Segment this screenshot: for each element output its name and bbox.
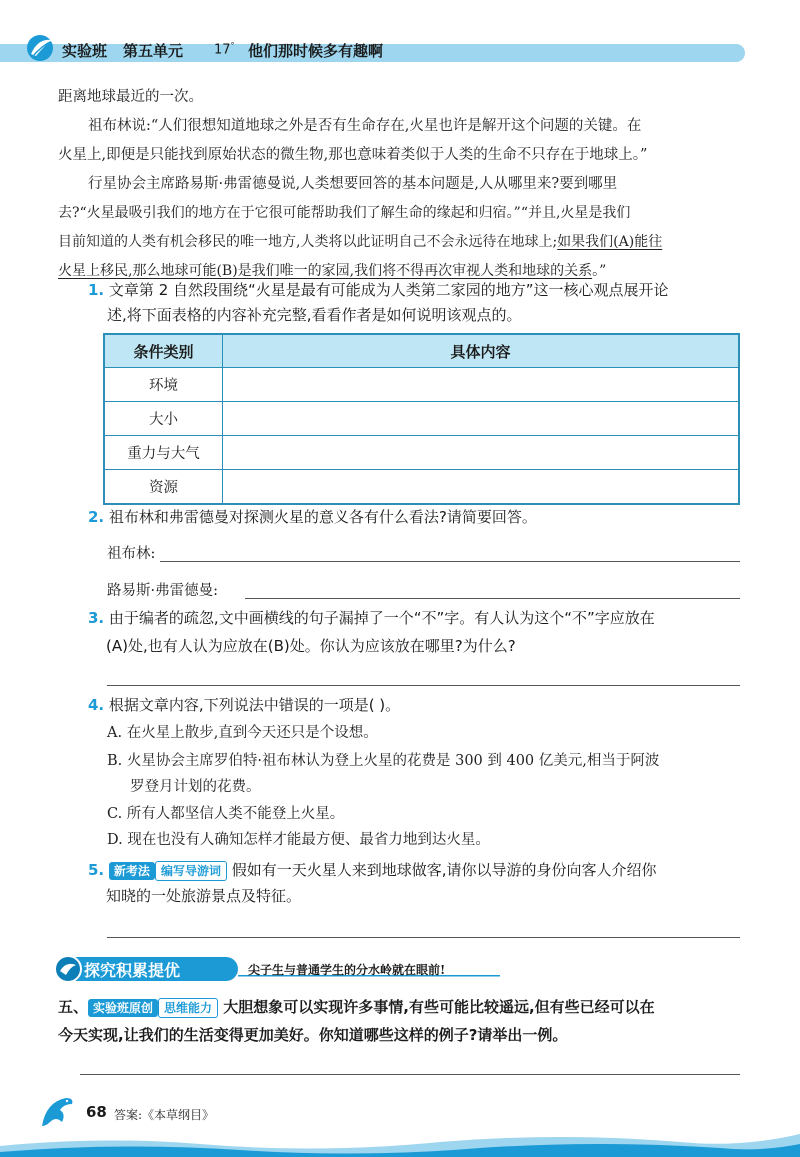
passage-line: 距离地球最近的一次。: [58, 89, 203, 105]
passage-line: 火星上,即便是只能找到原始状态的微生物,那也意味着类似于人类的生命不只存在于地球上。”: [58, 147, 648, 163]
passage-line: 去?“火星最吸引我们的地方在于它很可能帮助我们了解生命的缘起和归宿。”“并且,火星是我们: [58, 205, 631, 221]
table-row: [104, 402, 739, 436]
option-a[interactable]: A. 在火星上散步,直到今天还只是个设想。: [107, 725, 378, 741]
table-row: [104, 436, 739, 470]
passage-line: 火星上移民,那么地球可能(B)是我们唯一的家园,我们将不得再次审视人类和地球的关系。”: [58, 263, 607, 279]
passage-line: 目前知道的人类有机会移民的唯一地方,人类将以此证明自己不会永远待在地球上;如果我们(A)能往: [58, 234, 663, 250]
option-b-cont: 罗登月计划的花费。: [130, 779, 261, 795]
question-2: 2. 祖布林和弗雷德曼对探测火星的意义各有什么看法?请简要回答。: [88, 508, 537, 526]
question-3-cont: (A)处,也有人认为应放在(B)处。你认为应该放在哪里?为什么?: [106, 637, 516, 655]
header-unit: 第五单元: [123, 42, 184, 60]
answer-line[interactable]: [160, 561, 740, 562]
question-5-cont: 知晓的一处旅游景点及特征。: [106, 887, 302, 905]
table-header-row: [104, 334, 739, 368]
answer-line[interactable]: [245, 598, 740, 599]
tour-guide-tag: 编写导游词: [155, 861, 227, 881]
underlined-sentence: 火星上移民,那么地球可能(B)是我们唯一的家园,我们将不得再次审视人类和地球的关系: [58, 263, 593, 279]
thinking-tag: 思维能力: [158, 998, 218, 1018]
table-row: [104, 368, 739, 402]
section-title: 探究积累提优: [84, 961, 181, 980]
question-4: 4. 根据文章内容,下列说法中错误的一项是( )。: [88, 696, 401, 714]
original-tag: 实验班原创: [88, 999, 158, 1017]
fill-table: [103, 333, 740, 505]
header-brand: 实验班: [62, 42, 108, 60]
option-b[interactable]: B. 火星协会主席罗伯特·祖布林认为登上火星的花费是 300 到 400 亿美元,相当于阿波: [107, 753, 660, 769]
option-d[interactable]: D. 现在也没有人确知怎样才能最方便、最省力地到达火星。: [107, 832, 490, 848]
table-cell-category: 环境: [104, 368, 223, 402]
table-cell-category: 大小: [104, 402, 223, 436]
answer-label-friedman: 路易斯·弗雷德曼:: [107, 583, 218, 599]
page-number: 68: [86, 1103, 107, 1121]
answer-line[interactable]: [107, 685, 740, 686]
table-cell-answer[interactable]: [223, 368, 740, 402]
question-5: 5. 新考法 编写导游词 假如有一天火星人来到地球做客,请你以导游的身份向客人介绍你: [88, 861, 657, 879]
answer-line[interactable]: [107, 937, 740, 938]
question-five-cont: 今天实现,让我们的生活变得更加美好。你知道哪些这样的例子?请举出一例。: [58, 1026, 568, 1044]
table-row: [104, 470, 739, 505]
table-header: 具体内容: [223, 334, 740, 368]
header-lesson-number: 17°: [214, 41, 235, 58]
question-3: 3. 由于编者的疏忽,文中画横线的句子漏掉了一个“不”字。有人认为这个“不”字应放在: [88, 609, 655, 627]
footer-wave: [0, 1128, 800, 1157]
leaf-logo-icon: [24, 34, 58, 62]
passage-line: 祖布林说:“人们很想知道地球之外是否有生命存在,火星也许是解开这个问题的关键。在: [88, 118, 642, 134]
table-cell-category: 重力与大气: [104, 436, 223, 470]
answer-line[interactable]: [80, 1074, 740, 1075]
header-lesson-title: 他们那时候多有趣啊: [248, 42, 384, 60]
table-cell-category: 资源: [104, 470, 223, 505]
question-five: 五、 实验班原创 思维能力 大胆想象可以实现许多事情,有些可能比较遥远,但有些已经可以在: [58, 998, 655, 1016]
passage-line: 行星协会主席路易斯·弗雷德曼说,人类想要回答的基本问题是,人从哪里来?要到哪里: [88, 176, 618, 192]
option-c[interactable]: C. 所有人都坚信人类不能登上火星。: [107, 806, 345, 822]
new-exam-tag: 新考法: [109, 862, 155, 880]
question-1-cont: 述,将下面表格的内容补充完整,看看作者是如何说明该观点的。: [107, 306, 522, 324]
answer-label-zubrin: 祖布林:: [107, 546, 156, 562]
answer-note: 答案:《本草纲目》: [114, 1108, 215, 1122]
underlined-sentence: 如果我们(A)能往: [557, 234, 663, 250]
table-cell-answer[interactable]: [223, 470, 740, 505]
table-cell-answer[interactable]: [223, 402, 740, 436]
section-slogan: 尖子生与普通学生的分水岭就在眼前!: [248, 963, 446, 977]
question-1: 1. 文章第 2 自然段围绕“火星是最有可能成为人类第二家园的地方”这一核心观点展开论: [88, 281, 669, 299]
table-header: 条件类别: [104, 334, 223, 368]
table-cell-answer[interactable]: [223, 436, 740, 470]
